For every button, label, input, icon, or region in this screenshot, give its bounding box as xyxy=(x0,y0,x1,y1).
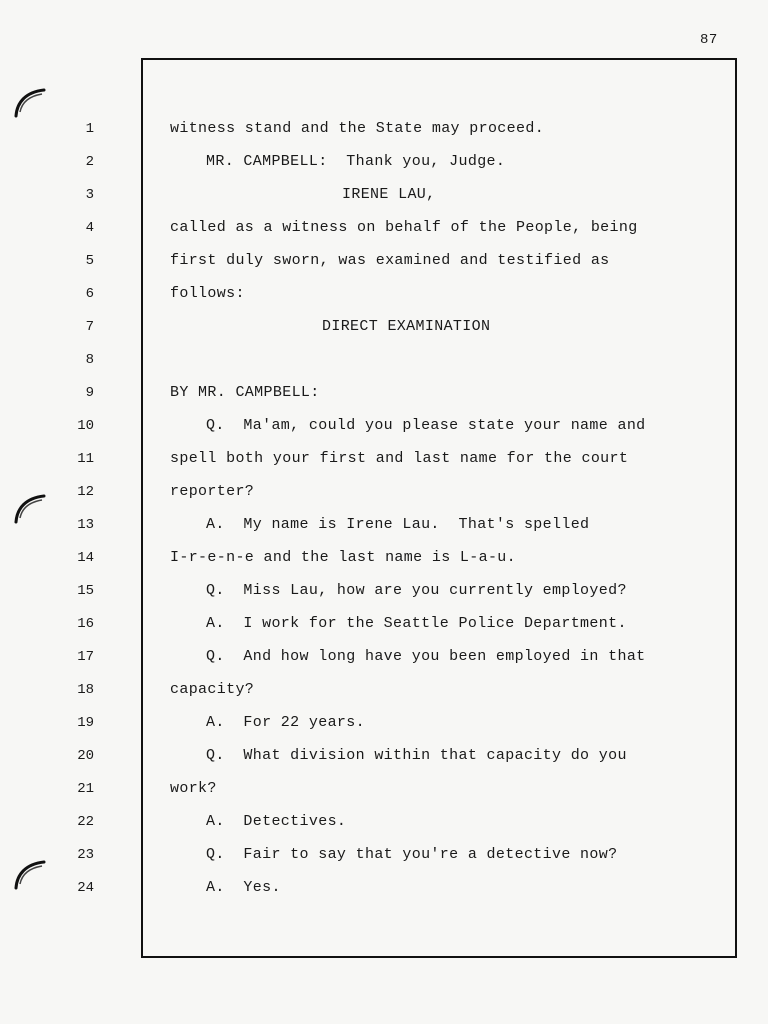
line-number: 10 xyxy=(77,418,94,434)
transcript-line: Q. Miss Lau, how are you currently employed? xyxy=(206,582,627,599)
line-number: 11 xyxy=(77,451,94,467)
line-number: 4 xyxy=(85,220,94,236)
line-number: 19 xyxy=(77,715,94,731)
transcript-line: follows: xyxy=(170,285,245,302)
line-number: 15 xyxy=(77,583,94,599)
transcript-line: A. For 22 years. xyxy=(206,714,365,731)
line-number: 24 xyxy=(77,880,94,896)
witness-name-heading: IRENE LAU, xyxy=(342,186,436,203)
line-number: 23 xyxy=(77,847,94,863)
line-number: 14 xyxy=(77,550,94,566)
transcript-line: A. Detectives. xyxy=(206,813,347,830)
transcript-line: capacity? xyxy=(170,681,255,698)
line-number: 7 xyxy=(85,319,94,335)
line-number: 13 xyxy=(77,517,94,533)
line-number: 12 xyxy=(77,484,94,500)
transcript-line: Q. And how long have you been employed in that xyxy=(206,648,646,665)
transcript-line: A. I work for the Seattle Police Department. xyxy=(206,615,627,632)
transcript-line: I-r-e-n-e and the last name is L-a-u. xyxy=(170,549,517,566)
transcript-line: called as a witness on behalf of the People, being xyxy=(170,219,638,236)
line-number: 21 xyxy=(77,781,94,797)
line-number: 9 xyxy=(85,385,94,401)
transcript-line: spell both your first and last name for the court xyxy=(170,450,629,467)
transcript-line: witness stand and the State may proceed. xyxy=(170,120,545,137)
transcript-line: A. Yes. xyxy=(206,879,281,896)
punch-hole-mark-icon xyxy=(14,86,48,120)
transcript-line: MR. CAMPBELL: Thank you, Judge. xyxy=(206,153,506,170)
line-number: 5 xyxy=(85,253,94,269)
line-number: 18 xyxy=(77,682,94,698)
transcript-line: Q. What division within that capacity do you xyxy=(206,747,627,764)
examiner-line: BY MR. CAMPBELL: xyxy=(170,384,320,401)
line-number: 16 xyxy=(77,616,94,632)
line-number: 6 xyxy=(85,286,94,302)
line-number: 8 xyxy=(85,352,94,368)
line-number: 17 xyxy=(77,649,94,665)
transcript-line: Q. Fair to say that you're a detective now? xyxy=(206,846,618,863)
punch-hole-mark-icon xyxy=(14,858,48,892)
line-number: 1 xyxy=(85,121,94,137)
line-number: 3 xyxy=(85,187,94,203)
transcript-line: first duly sworn, was examined and testified as xyxy=(170,252,610,269)
line-number: 22 xyxy=(77,814,94,830)
examination-heading: DIRECT EXAMINATION xyxy=(322,318,491,335)
transcript-line: A. My name is Irene Lau. That's spelled xyxy=(206,516,590,533)
page-number: 87 xyxy=(700,32,718,48)
transcript-line: Q. Ma'am, could you please state your name and xyxy=(206,417,646,434)
line-number: 2 xyxy=(85,154,94,170)
line-number: 20 xyxy=(77,748,94,764)
transcript-line: work? xyxy=(170,780,217,797)
punch-hole-mark-icon xyxy=(14,492,48,526)
transcript-line: reporter? xyxy=(170,483,255,500)
